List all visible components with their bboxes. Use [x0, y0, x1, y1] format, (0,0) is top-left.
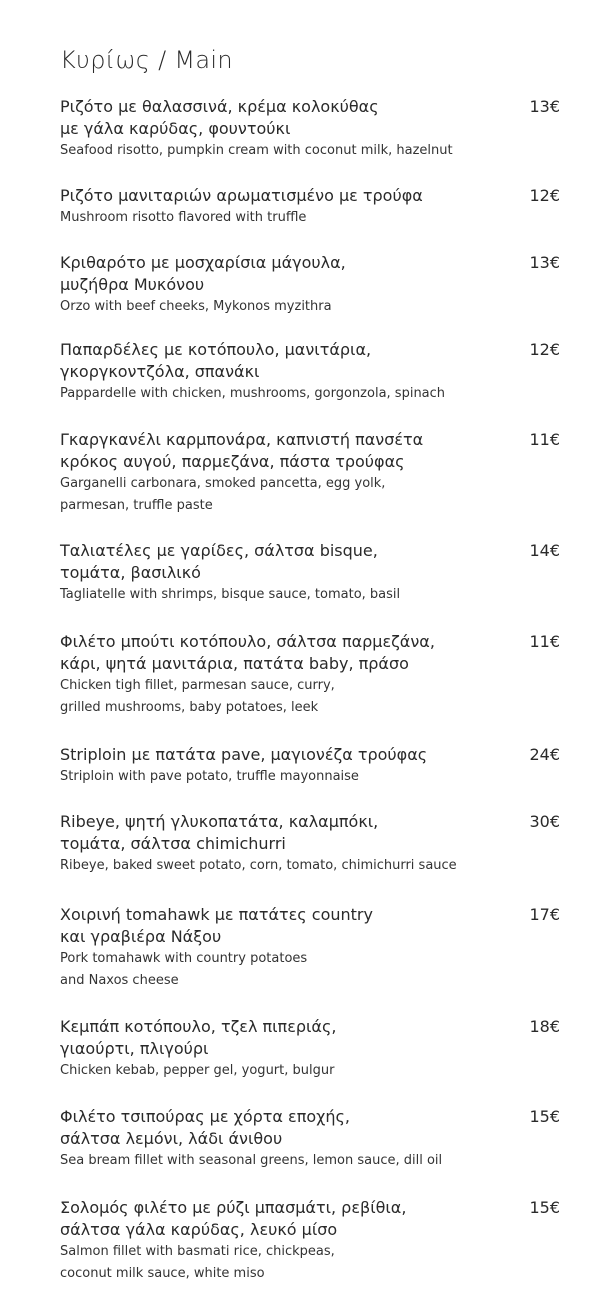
- item-greek-line: σάλτσα λεμόνι, λάδι άνιθου: [60, 1129, 283, 1148]
- item-english-name: [60, 1241, 500, 1285]
- item-greek-name: [60, 631, 480, 675]
- item-english-line: Pappardelle with chicken, mushrooms, gorgonzola, spinach: [60, 386, 446, 401]
- item-english-line: and Naxos cheese: [60, 973, 179, 988]
- menu-item: [60, 339, 560, 405]
- item-greek-name: [60, 96, 480, 140]
- item-greek-line: σάλτσα γάλα καρύδας, λευκό μίσο: [60, 1220, 338, 1239]
- item-english-name: [60, 855, 500, 877]
- item-greek-name: [60, 1016, 480, 1060]
- item-greek-name: [60, 252, 480, 296]
- menu-item: [60, 429, 560, 517]
- item-price: 14€: [529, 541, 560, 560]
- item-greek-name: [60, 904, 480, 948]
- item-greek-line: Ταλιατέλες με γαρίδες, σάλτσα bisque,: [60, 541, 378, 560]
- item-greek-name: [60, 429, 480, 473]
- item-english-line: Seafood risotto, pumpkin cream with coconut milk, hazelnut: [60, 143, 453, 158]
- menu-item: [60, 1197, 560, 1285]
- item-english-line: coconut milk sauce, white miso: [60, 1266, 265, 1281]
- item-english-line: Salmon fillet with basmati rice, chickpeas,: [60, 1244, 335, 1259]
- item-english-line: grilled mushrooms, baby potatoes, leek: [60, 700, 319, 715]
- item-english-name: [60, 675, 500, 719]
- item-price: 18€: [529, 1017, 560, 1036]
- item-greek-line: μυζήθρα Μυκόνου: [60, 275, 205, 294]
- item-english-line: Garganelli carbonara, smoked pancetta, egg yolk,: [60, 476, 386, 491]
- item-greek-line: Κεμπάπ κοτόπουλο, τζελ πιπεριάς,: [60, 1017, 337, 1036]
- menu-item: [60, 904, 560, 992]
- item-english-name: [60, 584, 500, 606]
- menu-item: [60, 252, 560, 318]
- item-english-name: [60, 207, 500, 229]
- item-greek-line: τομάτα, βασιλικό: [60, 563, 201, 582]
- item-greek-line: Σολομός φιλέτο με ρύζι μπασμάτι, ρεβίθια,: [60, 1198, 407, 1217]
- menu-item: [60, 96, 560, 162]
- item-english-name: [60, 140, 500, 162]
- menu-item: [60, 185, 560, 229]
- item-english-line: Sea bream fillet with seasonal greens, lemon sauce, dill oil: [60, 1153, 443, 1168]
- item-greek-line: και γραβιέρα Νάξου: [60, 927, 222, 946]
- menu-item: [60, 744, 560, 788]
- item-english-name: [60, 296, 500, 318]
- item-english-line: Orzo with beef cheeks, Mykonos myzithra: [60, 299, 332, 314]
- item-english-name: [60, 1150, 500, 1172]
- item-price: 12€: [529, 340, 560, 359]
- item-english-line: Ribeye, baked sweet potato, corn, tomato, chimichurri sauce: [60, 858, 457, 873]
- item-english-name: [60, 766, 500, 788]
- item-greek-line: Φιλέτο μπούτι κοτόπουλο, σάλτσα παρμεζάνα,: [60, 632, 435, 651]
- menu-item: [60, 1106, 560, 1172]
- item-price: 13€: [529, 253, 560, 272]
- item-greek-line: με γάλα καρύδας, φουντούκι: [60, 119, 291, 138]
- item-english-line: Mushroom risotto flavored with truffle: [60, 210, 307, 225]
- menu-item: [60, 631, 560, 719]
- menu-item: [60, 1016, 560, 1082]
- item-greek-name: [60, 185, 480, 207]
- item-english-name: [60, 948, 500, 992]
- item-greek-line: Γκαργκανέλι καρμπονάρα, καπνιστή πανσέτα: [60, 430, 424, 449]
- item-greek-name: [60, 744, 480, 766]
- item-greek-name: [60, 1197, 480, 1241]
- item-greek-line: Ριζότο μανιταριών αρωματισμένο με τρούφα: [60, 186, 423, 205]
- item-english-name: [60, 383, 500, 405]
- item-greek-name: [60, 339, 480, 383]
- item-price: 30€: [529, 812, 560, 831]
- item-greek-line: κρόκος αυγού, παρμεζάνα, πάστα τρούφας: [60, 452, 405, 471]
- menu-item: [60, 540, 560, 606]
- section-title: Κυρίως / Main: [60, 46, 233, 74]
- item-greek-name: [60, 811, 480, 855]
- item-english-line: Tagliatelle with shrimps, bisque sauce, tomato, basil: [60, 587, 401, 602]
- item-greek-line: κάρι, ψητά μανιτάρια, πατάτα baby, πράσο: [60, 654, 409, 673]
- item-greek-line: Χοιρινή tomahawk με πατάτες country: [60, 905, 373, 924]
- item-greek-name: [60, 1106, 480, 1150]
- item-greek-line: γκοργκοντζόλα, σπανάκι: [60, 362, 260, 381]
- item-price: 24€: [529, 745, 560, 764]
- item-price: 11€: [529, 430, 560, 449]
- item-english-line: Chicken kebab, pepper gel, yogurt, bulgur: [60, 1063, 335, 1078]
- menu-item: [60, 811, 560, 877]
- item-price: 12€: [529, 186, 560, 205]
- item-greek-line: Striploin με πατάτα pave, μαγιονέζα τρούφας: [60, 745, 428, 764]
- item-price: 15€: [529, 1107, 560, 1126]
- item-price: 13€: [529, 97, 560, 116]
- item-english-name: [60, 473, 500, 517]
- item-greek-line: Κριθαρότο με μοσχαρίσια μάγουλα,: [60, 253, 346, 272]
- item-greek-line: γιαούρτι, πλιγούρι: [60, 1039, 209, 1058]
- item-english-line: parmesan, truffle paste: [60, 498, 213, 513]
- item-english-name: [60, 1060, 500, 1082]
- item-greek-line: Ribeye, ψητή γλυκοπατάτα, καλαμπόκι,: [60, 812, 379, 831]
- item-greek-name: [60, 540, 480, 584]
- item-greek-line: τομάτα, σάλτσα chimichurri: [60, 834, 286, 853]
- item-english-line: Striploin with pave potato, truffle mayonnaise: [60, 769, 359, 784]
- item-greek-line: Ριζότο με θαλασσινά, κρέμα κολοκύθας: [60, 97, 379, 116]
- item-greek-line: Φιλέτο τσιπούρας με χόρτα εποχής,: [60, 1107, 350, 1126]
- item-price: 11€: [529, 632, 560, 651]
- item-english-line: Pork tomahawk with country potatoes: [60, 951, 308, 966]
- item-price: 17€: [529, 905, 560, 924]
- item-price: 15€: [529, 1198, 560, 1217]
- item-greek-line: Παπαρδέλες με κοτόπουλο, μανιτάρια,: [60, 340, 372, 359]
- item-english-line: Chicken tigh fillet, parmesan sauce, curry,: [60, 678, 335, 693]
